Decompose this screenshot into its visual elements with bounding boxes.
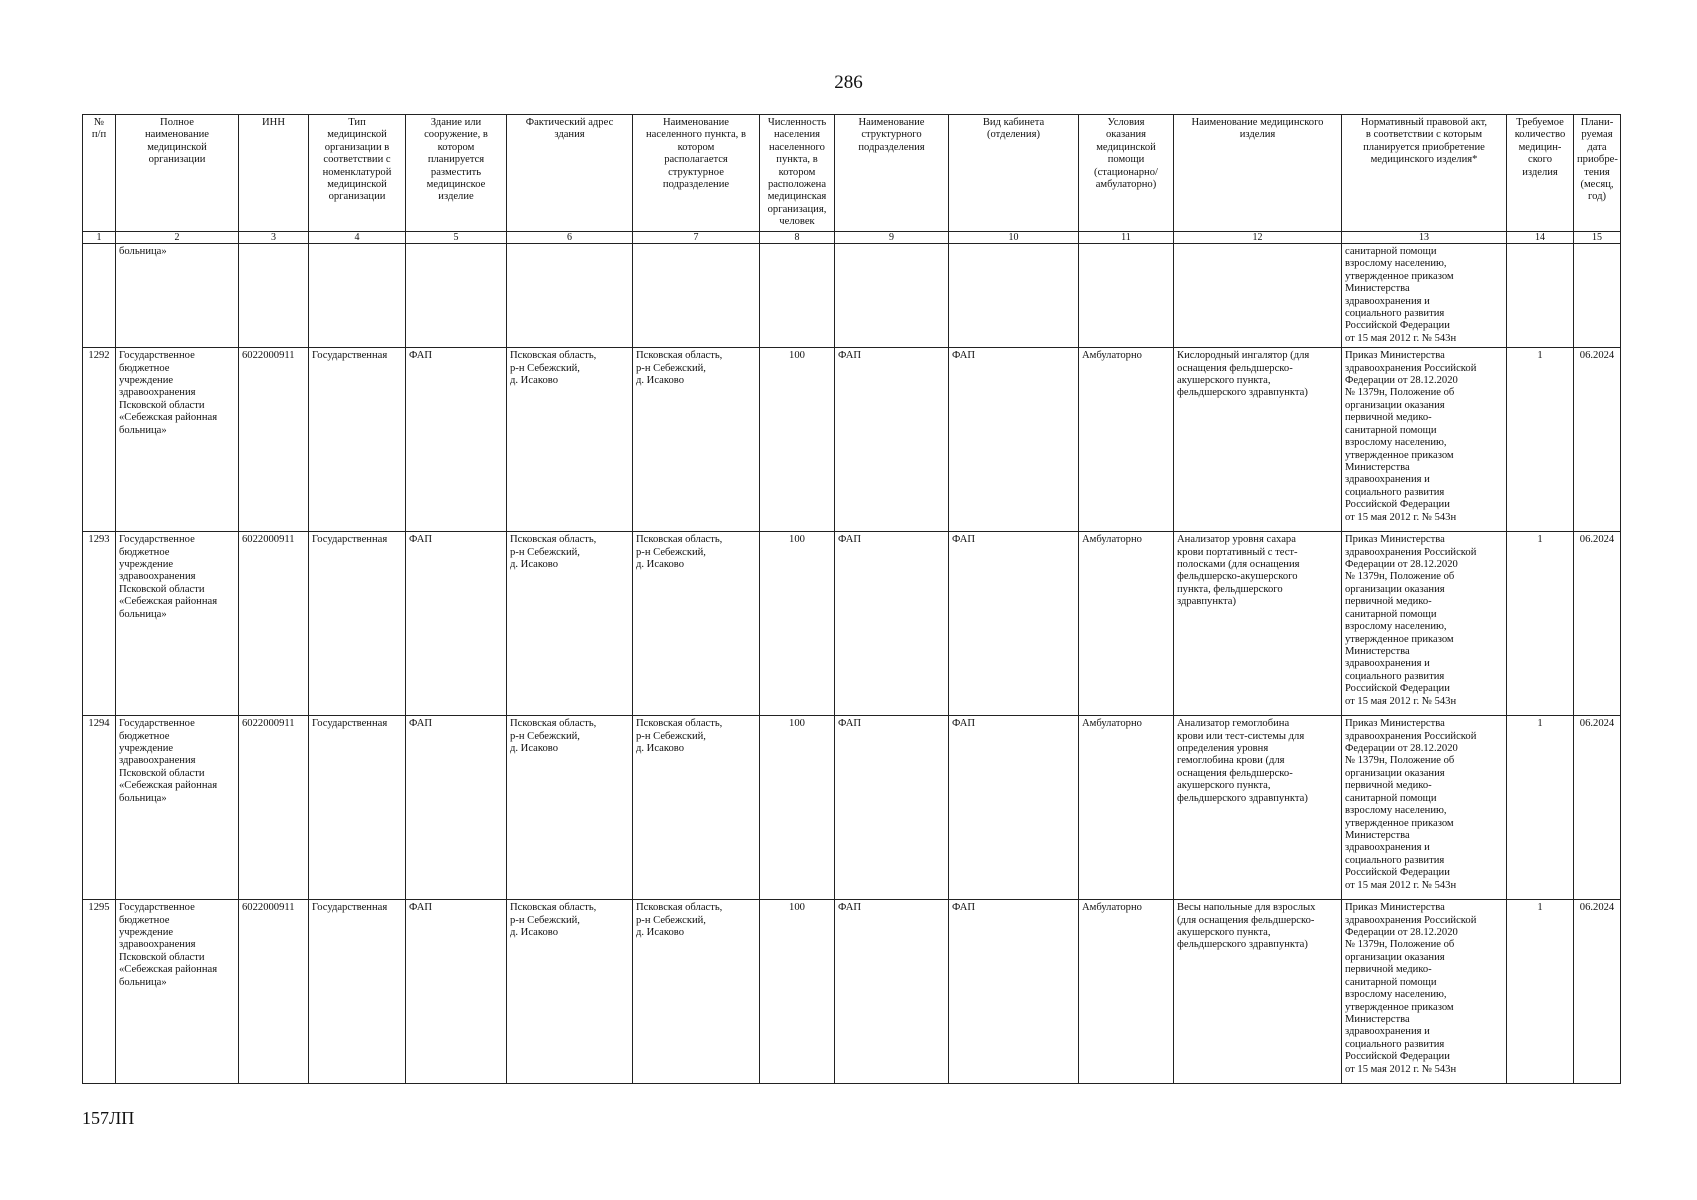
cell-org: Государственное бюджетное учреждение здравоохранения Псковской области «Себежская районная больница» <box>116 900 239 1084</box>
cell-address: Псковская область, р-н Себежский, д. Исаково <box>507 532 633 716</box>
col-header-subdivision: Наименование структурного подразделения <box>835 115 949 232</box>
cell-act: санитарной помощи взрослому населению, утвержденное приказом Министерства здравоохранения и социального развития Российской Федерации от 15 мая 2012 г. № 543н <box>1342 244 1507 348</box>
cell-inn: 6022000911 <box>239 532 309 716</box>
cell-type: Государственная <box>309 348 406 532</box>
cell-date: 06.2024 <box>1574 348 1621 532</box>
cell-num: 1294 <box>83 716 116 900</box>
table-row <box>83 716 1621 900</box>
col-number: 3 <box>239 232 309 244</box>
col-header-num: № п/п <box>83 115 116 232</box>
cell-num: 1292 <box>83 348 116 532</box>
cell-subdivision: ФАП <box>835 900 949 1084</box>
table-row <box>83 532 1621 716</box>
cell-inn: 6022000911 <box>239 348 309 532</box>
cell-quantity: 1 <box>1507 900 1574 1084</box>
cell-conditions: Амбулаторно <box>1079 348 1174 532</box>
col-number: 7 <box>633 232 760 244</box>
col-number: 10 <box>949 232 1079 244</box>
cell-population: 100 <box>760 716 835 900</box>
col-number: 9 <box>835 232 949 244</box>
col-number: 11 <box>1079 232 1174 244</box>
cell-settlement: Псковская область, р-н Себежский, д. Исаково <box>633 532 760 716</box>
cell-population: 100 <box>760 900 835 1084</box>
cell-quantity: 1 <box>1507 348 1574 532</box>
col-number: 13 <box>1342 232 1507 244</box>
cell-cabinet: ФАП <box>949 348 1079 532</box>
cell-org: Государственное бюджетное учреждение здравоохранения Псковской области «Себежская районная больница» <box>116 716 239 900</box>
col-header-settlement: Наименование населенного пункта, в котором располагается структурное подразделение <box>633 115 760 232</box>
cell-act: Приказ Министерства здравоохранения Российской Федерации от 28.12.2020 № 1379н, Положение об организации оказания первичной медико- санитарной помощи взрослому населению, утвержденное приказом Министерства здравоохранения и социального развития Российской Федерации от 15 мая 2012 г. № 543н <box>1342 900 1507 1084</box>
cell-num: 1295 <box>83 900 116 1084</box>
column-number-row <box>83 232 1621 244</box>
col-number: 12 <box>1174 232 1342 244</box>
col-header-inn: ИНН <box>239 115 309 232</box>
cell-inn: 6022000911 <box>239 716 309 900</box>
cell-settlement: Псковская область, р-н Себежский, д. Исаково <box>633 348 760 532</box>
cell-act: Приказ Министерства здравоохранения Российской Федерации от 28.12.2020 № 1379н, Положение об организации оказания первичной медико- санитарной помощи взрослому населению, утвержденное приказом Министерства здравоохранения и социального развития Российской Федерации от 15 мая 2012 г. № 543н <box>1342 348 1507 532</box>
continuation-row <box>83 244 1621 348</box>
cell-settlement: Псковская область, р-н Себежский, д. Исаково <box>633 716 760 900</box>
col-number: 1 <box>83 232 116 244</box>
cell-type: Государственная <box>309 532 406 716</box>
cell-device: Анализатор уровня сахара крови портативный с тест- полосками (для оснащения фельдшерско-акушерского пункта, фельдшерского здравпункта) <box>1174 532 1342 716</box>
col-header-cabinet: Вид кабинета (отделения) <box>949 115 1079 232</box>
col-number: 8 <box>760 232 835 244</box>
cell-address: Псковская область, р-н Себежский, д. Исаково <box>507 716 633 900</box>
cell-quantity: 1 <box>1507 532 1574 716</box>
col-header-address: Фактический адрес здания <box>507 115 633 232</box>
cell-address: Псковская область, р-н Себежский, д. Исаково <box>507 348 633 532</box>
cell-cabinet: ФАП <box>949 716 1079 900</box>
header-row <box>83 115 1621 232</box>
col-header-conditions: Условия оказания медицинской помощи (стационарно/ амбулаторно) <box>1079 115 1174 232</box>
col-number: 6 <box>507 232 633 244</box>
cell-org: Государственное бюджетное учреждение здравоохранения Псковской области «Себежская районная больница» <box>116 348 239 532</box>
cell-device: Анализатор гемоглобина крови или тест-системы для определения уровня гемоглобина крови (для оснащения фельдшерско- акушерского пункта, фельдшерского здравпункта) <box>1174 716 1342 900</box>
cell-org: Государственное бюджетное учреждение здравоохранения Псковской области «Себежская районная больница» <box>116 532 239 716</box>
cell-cabinet: ФАП <box>949 532 1079 716</box>
cell-population: 100 <box>760 348 835 532</box>
col-number: 14 <box>1507 232 1574 244</box>
col-header-org: Полное наименование медицинской организации <box>116 115 239 232</box>
col-header-quantity: Требуемое количество медицин- ского изделия <box>1507 115 1574 232</box>
cell-building: ФАП <box>406 716 507 900</box>
footer-code: 157ЛП <box>82 1108 135 1128</box>
cell-building: ФАП <box>406 900 507 1084</box>
cell-inn: 6022000911 <box>239 900 309 1084</box>
cell-cabinet: ФАП <box>949 900 1079 1084</box>
col-number: 5 <box>406 232 507 244</box>
cell-date: 06.2024 <box>1574 716 1621 900</box>
cell-conditions: Амбулаторно <box>1079 900 1174 1084</box>
table-row <box>83 900 1621 1084</box>
cell-act: Приказ Министерства здравоохранения Российской Федерации от 28.12.2020 № 1379н, Положение об организации оказания первичной медико- санитарной помощи взрослому населению, утвержденное приказом Министерства здравоохранения и социального развития Российской Федерации от 15 мая 2012 г. № 543н <box>1342 532 1507 716</box>
cell-type: Государственная <box>309 900 406 1084</box>
page-number: 286 <box>834 72 863 93</box>
cell-device: Кислородный ингалятор (для оснащения фельдшерско- акушерского пункта, фельдшерского здравпункта) <box>1174 348 1342 532</box>
cell-act: Приказ Министерства здравоохранения Российской Федерации от 28.12.2020 № 1379н, Положение об организации оказания первичной медико- санитарной помощи взрослому населению, утвержденное приказом Министерства здравоохранения и социального развития Российской Федерации от 15 мая 2012 г. № 543н <box>1342 716 1507 900</box>
cell-num: 1293 <box>83 532 116 716</box>
col-header-act: Нормативный правовой акт, в соответствии с которым планируется приобретение медицинского изделия* <box>1342 115 1507 232</box>
col-header-type: Тип медицинской организации в соответствии с номенклатурой медицинской организации <box>309 115 406 232</box>
cell-date: 06.2024 <box>1574 532 1621 716</box>
col-number: 15 <box>1574 232 1621 244</box>
col-header-device: Наименование медицинского изделия <box>1174 115 1342 232</box>
cell-device: Весы напольные для взрослых (для оснащения фельдшерско- акушерского пункта, фельдшерского здравпункта) <box>1174 900 1342 1084</box>
col-number: 2 <box>116 232 239 244</box>
cell-date: 06.2024 <box>1574 900 1621 1084</box>
cell-subdivision: ФАП <box>835 348 949 532</box>
cell-population: 100 <box>760 532 835 716</box>
cell-subdivision: ФАП <box>835 716 949 900</box>
col-header-population: Численность населения населенного пункта, в котором расположена медицинская организация, человек <box>760 115 835 232</box>
cell-org: больница» <box>116 244 239 348</box>
cell-address: Псковская область, р-н Себежский, д. Исаково <box>507 900 633 1084</box>
cell-settlement: Псковская область, р-н Себежский, д. Исаково <box>633 900 760 1084</box>
col-header-building: Здание или сооружение, в котором планируется разместить медицинское изделие <box>406 115 507 232</box>
col-header-date: Плани- руемая дата приобре- тения (месяц, год) <box>1574 115 1621 232</box>
table-row <box>83 348 1621 532</box>
cell-type: Государственная <box>309 716 406 900</box>
cell-quantity: 1 <box>1507 716 1574 900</box>
cell-conditions: Амбулаторно <box>1079 716 1174 900</box>
equipment-table <box>82 114 1621 1084</box>
cell-subdivision: ФАП <box>835 532 949 716</box>
col-number: 4 <box>309 232 406 244</box>
cell-building: ФАП <box>406 348 507 532</box>
cell-conditions: Амбулаторно <box>1079 532 1174 716</box>
cell-building: ФАП <box>406 532 507 716</box>
